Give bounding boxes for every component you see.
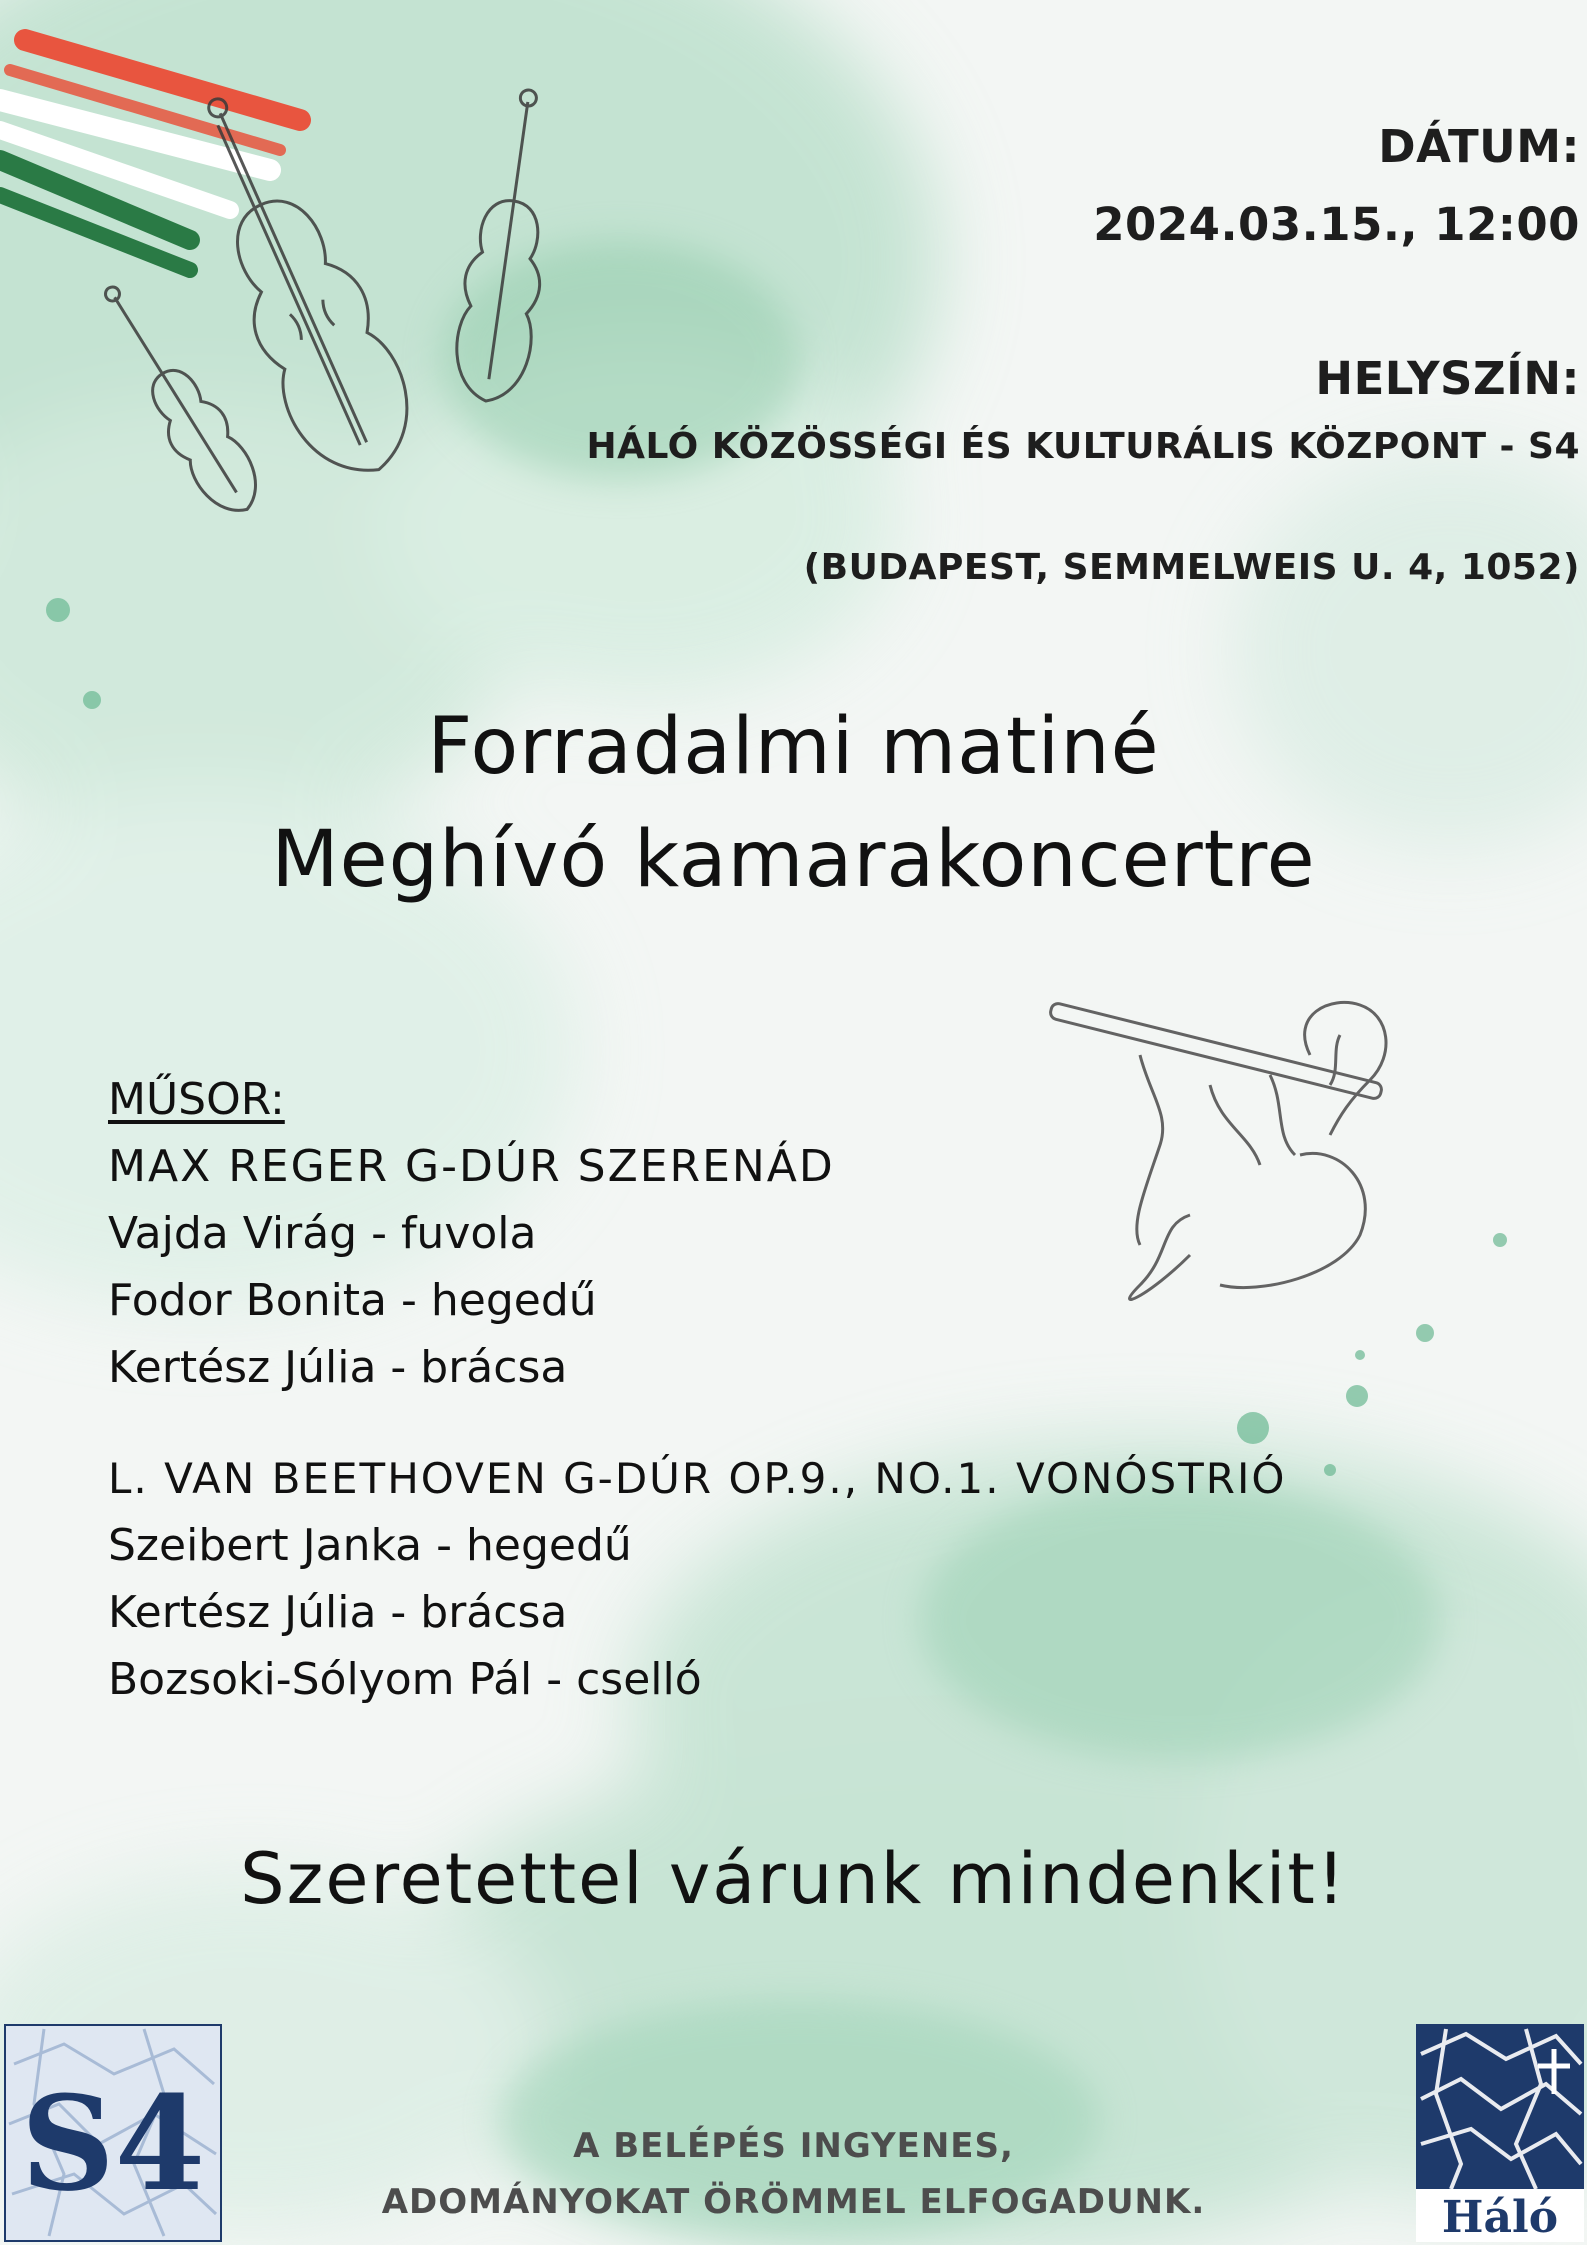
piece-1-performer: Fodor Bonita - hegedű	[108, 1275, 597, 1326]
date-value: 2024.03.15., 12:00	[1093, 198, 1580, 251]
program	[108, 1066, 1286, 1713]
footer-text	[0, 2118, 1587, 2230]
s4-logo-text: S4	[20, 2067, 206, 2220]
piece-2-performer: Kertész Júlia - brácsa	[108, 1587, 568, 1638]
piece-1-title: MAX REGER G-DÚR SZERENÁD	[108, 1141, 835, 1192]
footer-line-2: ADOMÁNYOKAT ÖRÖMMEL ELFOGADUNK.	[381, 2182, 1206, 2222]
venue-name: HÁLÓ KÖZÖSSÉGI ÉS KULTURÁLIS KÖZPONT - S4	[586, 426, 1580, 467]
piece-2-performer: Szeibert Janka - hegedű	[108, 1520, 632, 1571]
piece-1-performer: Kertész Júlia - brácsa	[108, 1342, 568, 1393]
welcome-text: Szeretettel várunk mindenkit!	[240, 1838, 1347, 1920]
date-label: DÁTUM:	[1378, 120, 1580, 173]
footer-line-1: A BELÉPÉS INGYENES,	[573, 2126, 1014, 2166]
halo-logo-text: Háló	[1441, 2192, 1559, 2242]
venue-label: HELYSZÍN:	[1315, 352, 1580, 405]
program-header: MŰSOR:	[108, 1074, 285, 1125]
piece-2-performer: Bozsoki-Sólyom Pál - cselló	[108, 1654, 702, 1705]
venue-address: (BUDAPEST, SEMMELWEIS U. 4, 1052)	[803, 547, 1580, 588]
title-line-2: Meghívó kamarakoncertre	[271, 815, 1316, 905]
halo-logo	[1416, 2024, 1584, 2242]
title-line-1: Forradalmi matiné	[427, 702, 1160, 792]
piece-1-performer: Vajda Virág - fuvola	[108, 1208, 537, 1259]
violins-illustration	[80, 70, 580, 600]
s4-logo	[4, 2024, 222, 2242]
piece-2-title: L. VAN BEETHOVEN G-DÚR OP.9., NO.1. VONÓSTRIÓ	[108, 1454, 1287, 1503]
